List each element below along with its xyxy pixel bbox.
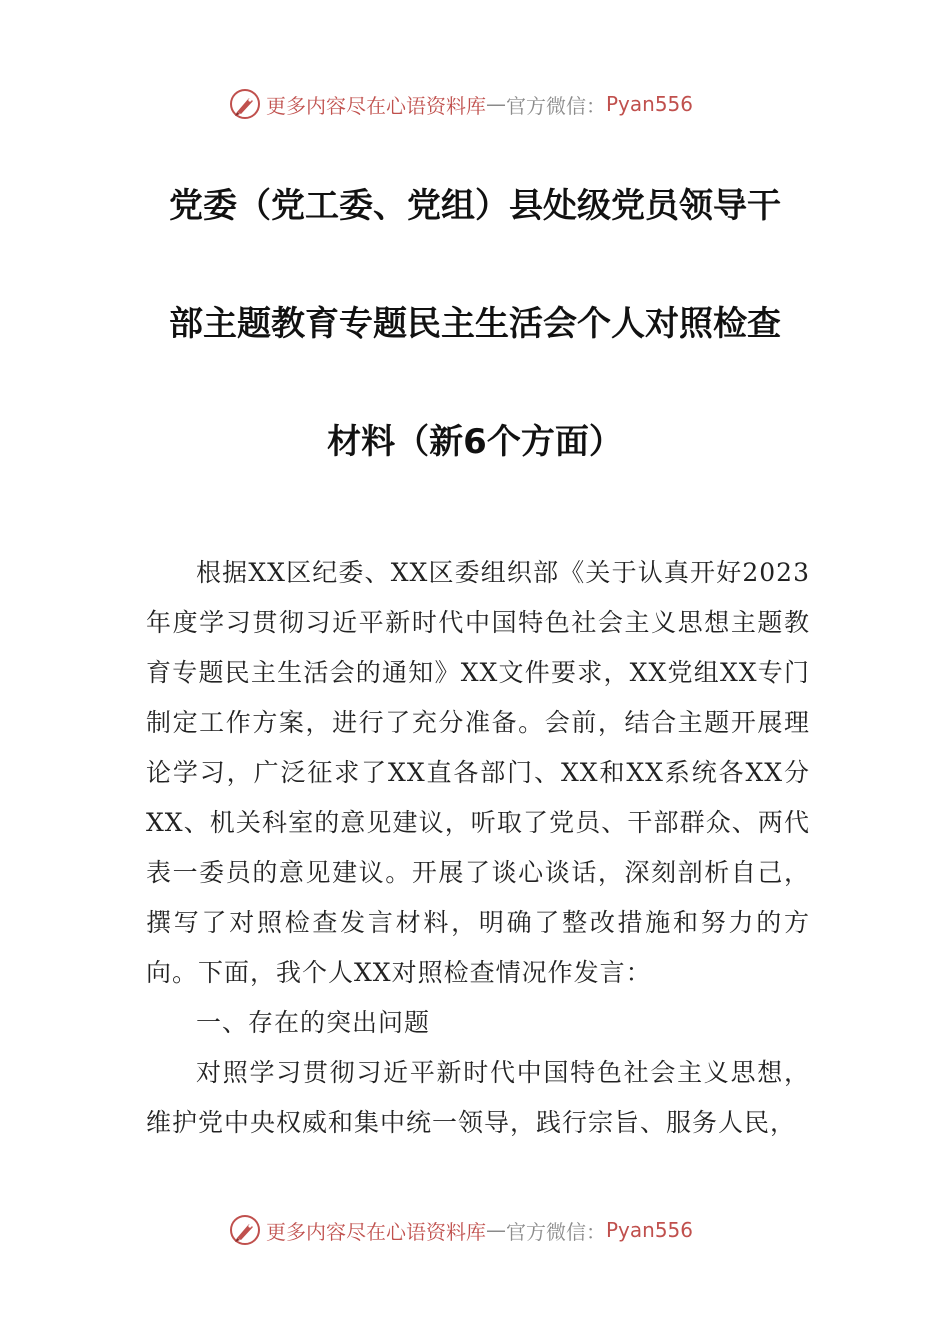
pen-nib-logo-icon [228,1213,262,1247]
document-title-line-3: 材料（新6个方面） [327,422,623,462]
watermark-wechat-id: Pyan556 [606,1218,694,1242]
document-body [146,548,810,1148]
watermark-site: 更多内容尽在心语资料库 [266,93,486,118]
body-paragraph-intro: 根据XX区纪委、XX区委组织部《关于认真开好2023年度学习贯彻习近平新时代中国特色社会主义思想主题教育专题民主生活会的通知》XX文件要求，XX党组XX专门制定工作方案，进行了充分准备。会前，结合主题开展理论学习，广泛征求了XX直各部门、XX和XX系统各XX分XX、机关科室的意见建议，听取了党员、干部群众、两代表一委员的意见建议。开展了谈心谈话，深刻剖析自己，撰写了对照检查发言材料，明确了整改措施和努力的方向。下面，我个人XX对照检查情况作发言： [146,558,810,987]
pen-nib-logo-icon [228,87,262,121]
watermark-dash: — [486,92,506,116]
watermark-label: 官方微信： [506,1219,606,1244]
document-title-line-2: 部主题教育专题民主生活会个人对照检查 [169,304,781,344]
body-paragraph-problems: 对照学习贯彻习近平新时代中国特色社会主义思想，维护党中央权威和集中统一领导，践行宗旨、服务人民， [146,1058,810,1137]
watermark-dash: — [486,1218,506,1242]
section-heading-problems: 一、存在的突出问题 [196,1008,431,1037]
document-title-line-1: 党委（党工委、党组）县处级党员领导干 [169,186,781,226]
watermark-wechat-id: Pyan556 [606,92,694,116]
watermark-header [228,84,693,124]
watermark-site: 更多内容尽在心语资料库 [266,1219,486,1244]
watermark-footer [228,1210,693,1250]
watermark-label: 官方微信： [506,93,606,118]
